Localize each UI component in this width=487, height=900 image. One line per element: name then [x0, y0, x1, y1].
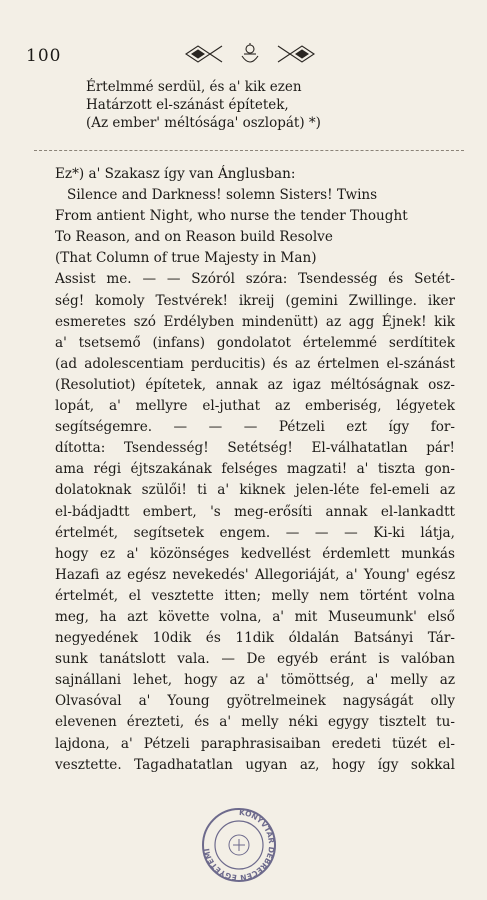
footnote-line: sunk tanátslott vala. — De egyéb eránt is valóban — [55, 651, 455, 668]
page-number: 100 — [26, 46, 62, 66]
footnote-line: értelmét, el vesztette itten; melly nem történt volna — [55, 587, 455, 604]
footnote-line: értelmét, segítsetek engem. — — — Ki-ki látja, — [55, 524, 455, 541]
footnote-line: Olvasóval a' Young gyötrelmeinek nagyságát olly — [55, 693, 455, 710]
footnote-line: (That Column of true Majesty in Man) — [55, 250, 317, 267]
footnote-line: hogy ez a' közönséges kedvellést érdemlett munkás — [55, 545, 455, 562]
footnote-line: a' tsetsemő (infans) gondolatot értelemmé serdítitek — [55, 334, 455, 351]
footnote-line: elevenen érezteti, és a' melly néki egygy tisztelt tu- — [55, 714, 455, 731]
footnote-line: sajnállani lehet, hogy az a' tömöttség, a' melly az — [55, 672, 455, 689]
footnote-line: negyedének 10dik és 11dik óldalán Batsányi Tár- — [55, 630, 455, 647]
footnote-line: el-bádjadtt embert, 's meg-erősíti annak el-lankadtt — [55, 503, 455, 520]
footnote-line: ség! komoly Testvérek! ikreij (gemini Zwillinge. iker — [55, 292, 455, 309]
footnote-line: vesztette. Tagadhatatlan ugyan az, hogy így sokkal — [55, 756, 455, 773]
printer-fleuron-ornament — [180, 40, 320, 68]
footnote-line: ama régi éjtszakának felséges magzati! a' tiszta gon- — [55, 461, 455, 478]
footnote-line: lopát, a' mellyre el-juthat az emberiség, légyetek — [55, 398, 455, 415]
footnote-line: Silence and Darkness! solemn Sisters! Twins — [67, 187, 378, 204]
footnote-line: Ez*) a' Szakasz így van Ánglusban: — [55, 166, 296, 182]
svg-text:KÖNYVTÁR DEBRECEN EGYETEMI: KÖNYVTÁR DEBRECEN EGYETEMI — [202, 807, 277, 883]
poem-excerpt — [86, 78, 446, 132]
footnote-line: dította: Tsendesség! Setétség! El-válhatatlan pár! — [55, 440, 455, 457]
footnote-line: segítségemre. — — — Pétzeli ezt így for- — [55, 419, 455, 436]
footnote-line: dolatoknak szülői! ti a' kiknek jelen-léte fel-emeli az — [55, 482, 455, 499]
footnote-line: (ad adolescentiam perducitis) és az értelmen el-szánást — [55, 355, 455, 372]
footnote-line: meg, ha azt követte volna, a' mit Museumunk' első — [55, 608, 455, 625]
footnote-line: Assist me. — — Szóról szóra: Tsendesség és Setét- — [55, 271, 455, 288]
footnote-line: Hazafi az egész nevekedés' Allegoriáját, a' Young' egész — [55, 566, 455, 583]
footnote-line: To Reason, and on Reason build Resolve — [55, 229, 333, 246]
footnote-line: esmeretes szó Erdélyben mindenütt) az agg Éjnek! kik — [55, 313, 455, 330]
footnote-line: (Resolutiot) építetek, annak az igaz méltóságnak osz- — [55, 376, 455, 393]
footnote-line: From antient Night, who nurse the tender Thought — [55, 208, 408, 225]
library-stamp — [200, 806, 278, 884]
poem-line: Értelmmé serdül, és a' kik ezen — [86, 79, 302, 95]
footnote-line: lajdona, a' Pétzeli paraphrasisaiban eredeti tüzét el- — [55, 735, 455, 752]
footnote-text — [55, 164, 455, 776]
poem-line: Határzott el-szánást építetek, — [86, 97, 289, 113]
footnote-divider — [34, 150, 464, 151]
poem-line: (Az ember' méltósága' oszlopát) *) — [86, 115, 321, 131]
